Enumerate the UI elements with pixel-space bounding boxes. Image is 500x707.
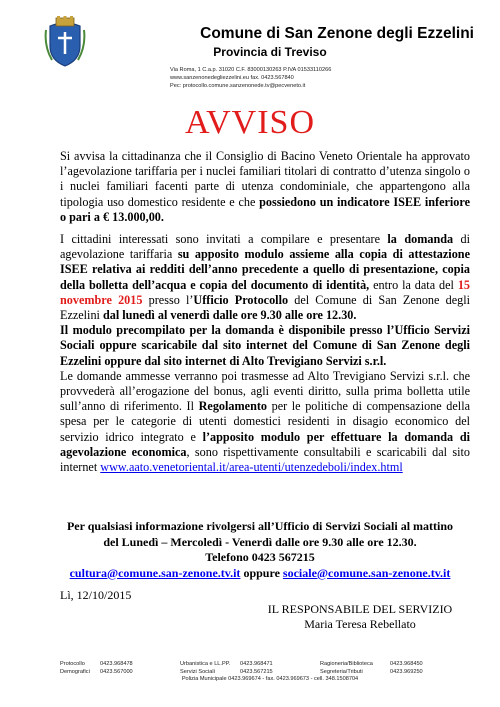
footer-contacts — [60, 661, 480, 684]
text: oppure — [240, 565, 283, 580]
text: di agevolazione tariffaria — [60, 232, 471, 262]
form-availability: Il modulo precompilato per la domanda è disponibile presso l’Ufficio Servizi Sociali oppure scaricabile dal sito internet del Comune di San Zenone degli Ezzelini oppure dal sito internet di Alto Trevigiano Servizi s.r.l. — [60, 323, 470, 368]
info-block — [40, 519, 480, 581]
signatory-role: IL RESPONSABILE DEL SERVIZIO — [267, 602, 453, 616]
text: , sono rispettivamente consultabili e scaricabili dal sito internet — [60, 444, 470, 475]
phone-line: Telefono 0423 567215 — [205, 550, 315, 564]
bold-text: Ufficio Protocollo — [193, 292, 289, 307]
footer-cell: Segreteria/Tributi — [320, 668, 363, 675]
paragraph-intro — [60, 149, 470, 225]
municipality-title: Comune di San Zenone degli Ezzelini — [200, 25, 474, 42]
signature-block — [240, 602, 480, 632]
police-line: Polizia Municipale 0423.969674 - fax. 0423.969673 - cell. 348.1508704 — [181, 676, 359, 683]
signatory-name: Maria Teresa Rebellato — [304, 617, 416, 631]
address-line: Via Roma, 1 C.a.p. 31020 C.F. 83000130263 P.IVA 01533110266 — [170, 67, 332, 73]
footer-cell: 0423.968450 — [390, 661, 423, 667]
coat-of-arms-logo — [44, 16, 86, 68]
info-line: del Lunedì – Mercoledì - Venerdì dalle ore 9.30 alle ore 12.30. — [103, 534, 417, 549]
bold-text: Regolamento — [198, 399, 267, 414]
footer-row — [60, 661, 480, 669]
bold-text: la domanda — [387, 232, 454, 246]
office-hours: dal lunedì al venerdì dalle ore 9.30 alle ore 12.30. — [102, 308, 357, 323]
text: Le domande ammesse verranno poi trasmesse ad Alto Trevigiano Servizi s.r.l. che provvederà all’erogazione del bonus, agli eventi diritto, sulla prima bolletta utile sull’anno di riferimento. Il — [60, 368, 470, 414]
footer-cell: Urbanistica e LL.PP. — [180, 661, 231, 667]
header-contact — [170, 66, 470, 90]
email-line — [40, 566, 480, 582]
bold-text: l’apposito modulo per effettuare la domanda di agevolazione economica — [60, 429, 470, 459]
email-link[interactable]: sociale@comune.san-zenone.tv.it — [282, 565, 451, 580]
footer-cell: 0423.567215 — [240, 668, 273, 675]
footer-cell: Protocollo — [60, 661, 85, 667]
footer-cell: 0423.968471 — [240, 661, 273, 667]
pec-line: Pec: protocollo.comune.sanzenonede.tv@pecveneto.it — [170, 83, 306, 89]
document-date: Lì, 12/10/2015 — [60, 588, 132, 602]
info-line: Per qualsiasi informazione rivolgersi all’Ufficio di Servizi Sociali al mattino — [66, 519, 454, 533]
text: per le politiche di compensazione della spesa per le categorie di utenti domestici residenti in disagio economico del servizio idrico integrato e — [60, 399, 470, 444]
paragraph-instructions — [60, 232, 470, 475]
bold-text: su apposito modulo assieme alla copia di attestazione ISEE relativa ai redditi dell’anno precedente a quello di presentazione, copia della bolletta dell’acqua e copia del documento di identità, — [60, 247, 470, 292]
footer-cell: 0423.567000 — [100, 668, 133, 675]
isee-threshold: possiedono un indicatore ISEE inferiore o pari a € 13.000,00. — [60, 194, 470, 224]
deadline-date: 15 novembre 2015 — [60, 277, 470, 307]
footer-cell: 0423.969250 — [390, 668, 423, 675]
text: I cittadini interessati sono invitati a compilare e presentare — [60, 232, 388, 246]
footer-cell: Ragioneria/Biblioteca — [320, 661, 373, 667]
intro-text: Si avvisa la cittadinanza che il Consiglio di Bacino Veneto Orientale ha approvato l’agevolazione tariffaria per i nuclei familiari titolari di contratto d’utenza singolo o i nuclei familiari facenti parte di utenza condominiale, che appartengono alla tipologia uso domestico residente e che — [60, 149, 470, 209]
province-subtitle: Provincia di Treviso — [213, 45, 327, 59]
footer-cell: Servizi Sociali — [180, 668, 215, 675]
text: presso l’ — [142, 292, 194, 307]
footer-cell: Demografici — [60, 668, 90, 675]
web-line: www.sanzenonedegliezzelini.eu fax. 0423.567840 — [170, 75, 294, 81]
footer-cell: 0423.968478 — [100, 661, 133, 667]
text: entro la data del — [369, 277, 458, 292]
text: del Comune di San Zenone degli Ezzelini — [60, 292, 470, 323]
email-link[interactable]: cultura@comune.san-zenone.tv.it — [69, 565, 241, 580]
website-link[interactable]: www.aato.venetoriental.it/area-utenti/utenzedeboli/index.html — [100, 460, 403, 475]
avviso-heading: AVVISO — [184, 104, 316, 141]
footer-row — [60, 669, 480, 677]
